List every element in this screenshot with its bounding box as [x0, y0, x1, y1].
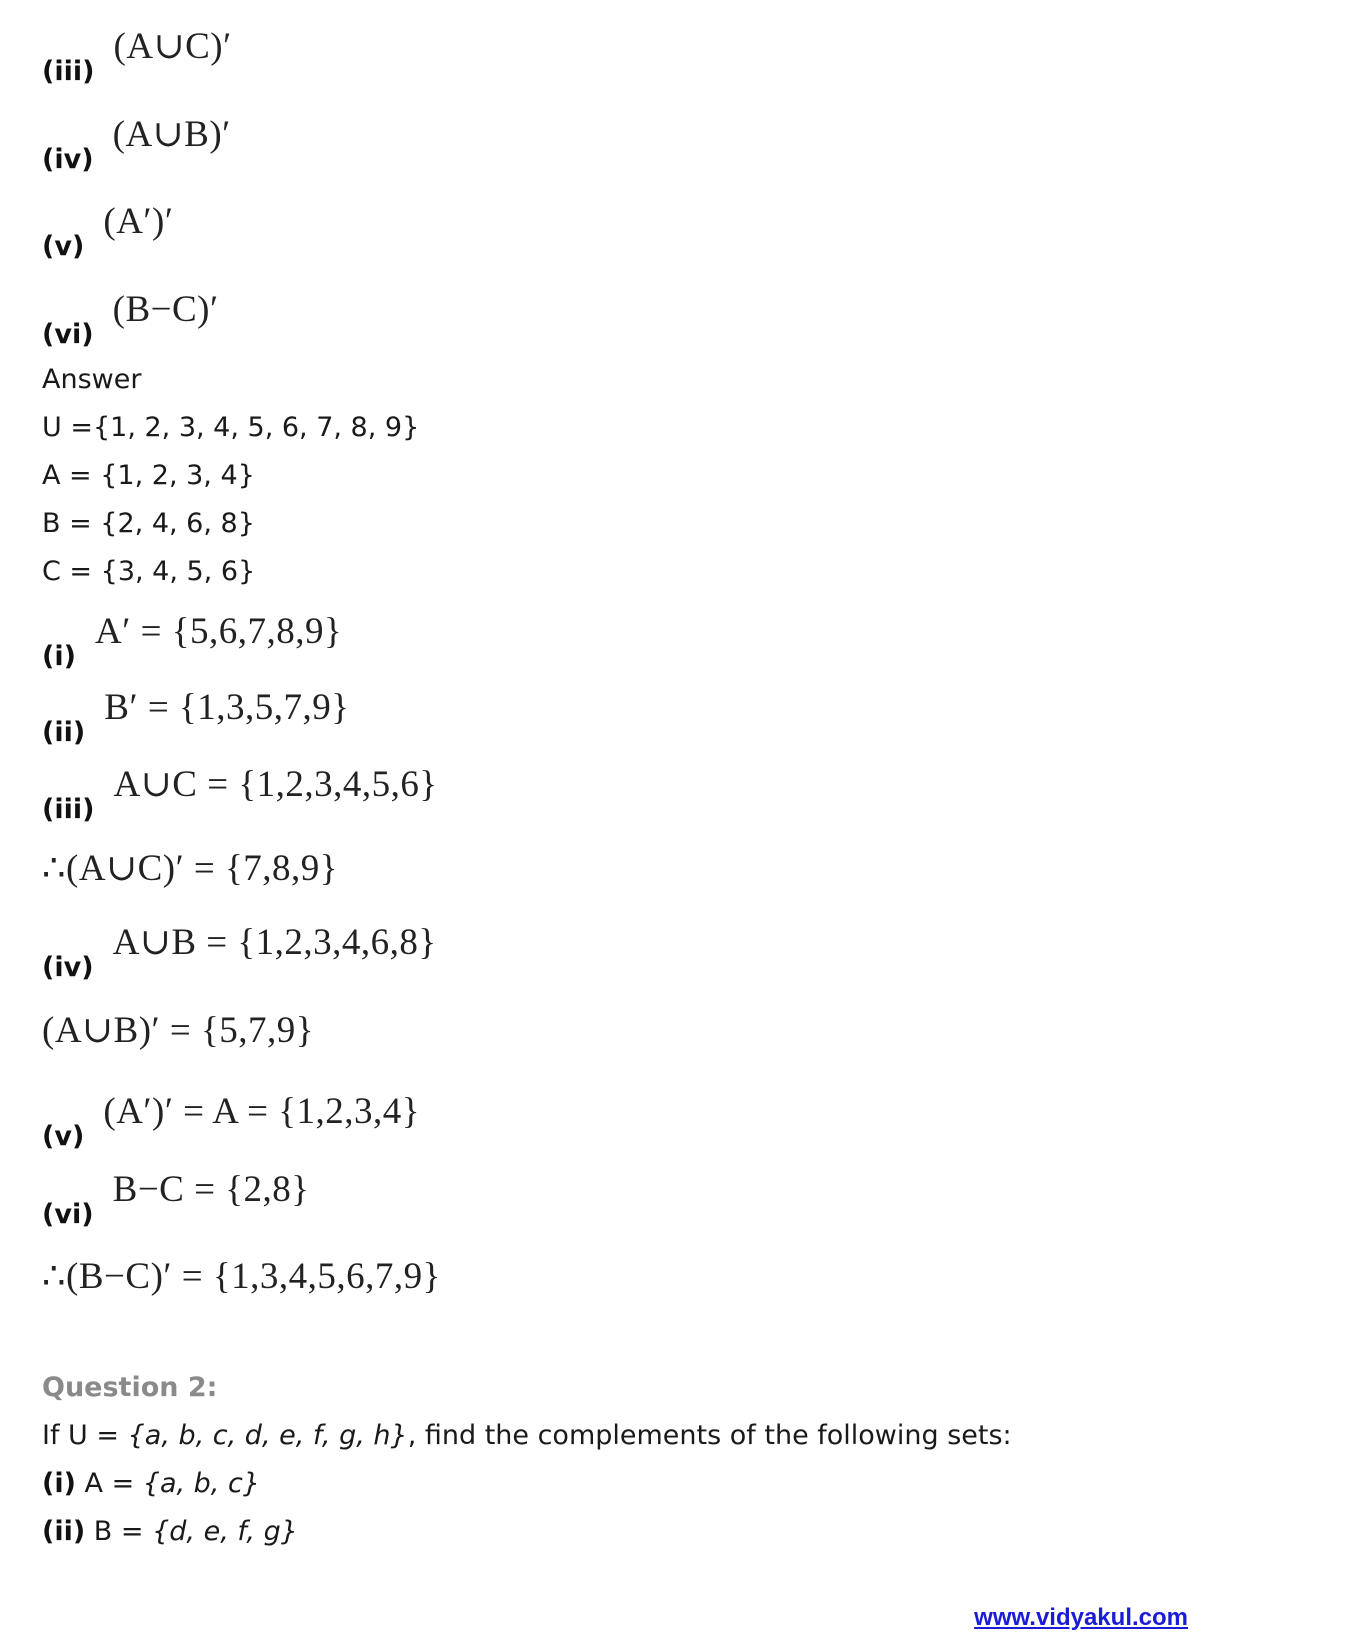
q1-part-vi [42, 288, 219, 350]
item-set: {d, e, f, g} [152, 1516, 298, 1547]
universal-set: {a, b, c, d, e, f, g, h} [127, 1420, 408, 1451]
part-label: (i) [42, 1468, 76, 1499]
answer-step-vi-result [42, 1254, 441, 1298]
question-2-item-i [42, 1468, 260, 1499]
intro-suffix: , find the complements of the following sets: [407, 1420, 1012, 1451]
part-label: (iii) [42, 794, 95, 825]
set-expression: A′ = {5,6,7,8,9} [95, 611, 343, 652]
set-u: U ={1, 2, 3, 4, 5, 6, 7, 8, 9} [42, 412, 420, 443]
answer-step-iii-result [42, 846, 338, 890]
set-expression: (B−C)′ [112, 289, 219, 330]
q1-part-v [42, 200, 173, 262]
set-b: B = {2, 4, 6, 8} [42, 508, 255, 539]
set-expression: (A′)′ [103, 201, 174, 242]
set-expression: (A′)′ = A = {1,2,3,4} [103, 1091, 421, 1132]
q1-part-iv [42, 112, 231, 175]
item-set: {a, b, c} [142, 1468, 260, 1499]
set-expression: (A∪B)′ = {5,7,9} [42, 1010, 315, 1051]
part-label: (i) [42, 641, 76, 672]
part-label: (v) [42, 231, 85, 262]
set-expression: (A∪B)′ [112, 114, 231, 155]
set-expression: A∪C = {1,2,3,4,5,6} [113, 764, 438, 805]
footer-website-link[interactable]: www.vidyakul.com [974, 1604, 1188, 1631]
question-2-heading: Question 2: [42, 1372, 218, 1403]
q1-part-iii [42, 24, 232, 87]
answer-step-vi [42, 1168, 310, 1230]
answer-step-iv [42, 920, 437, 983]
answer-heading: Answer [42, 364, 142, 395]
set-c: C = {3, 4, 5, 6} [42, 556, 256, 587]
set-a: A = {1, 2, 3, 4} [42, 460, 255, 491]
part-label: (vi) [42, 319, 94, 350]
answer-step-i [42, 610, 342, 672]
answer-step-v [42, 1090, 420, 1152]
set-expression: ∴(B−C)′ = {1,3,4,5,6,7,9} [42, 1256, 441, 1297]
part-label: (iii) [42, 56, 95, 87]
item-prefix: A = [75, 1468, 143, 1499]
set-expression: ∴(A∪C)′ = {7,8,9} [42, 848, 339, 889]
part-label: (vi) [42, 1199, 94, 1230]
answer-step-ii [42, 686, 349, 748]
part-label: (iv) [42, 144, 94, 175]
part-label: (iv) [42, 952, 94, 983]
set-expression: A∪B = {1,2,3,4,6,8} [112, 922, 437, 963]
part-label: (ii) [42, 1516, 86, 1547]
set-expression: B′ = {1,3,5,7,9} [104, 687, 350, 728]
set-expression: B−C = {2,8} [112, 1169, 310, 1210]
part-label: (ii) [42, 717, 86, 748]
item-prefix: B = [85, 1516, 153, 1547]
question-2-item-ii [42, 1516, 298, 1547]
intro-prefix: If U = [42, 1420, 128, 1451]
answer-step-iv-result [42, 1008, 314, 1052]
part-label: (v) [42, 1121, 85, 1152]
question-2-intro [42, 1420, 1012, 1451]
set-expression: (A∪C)′ [113, 26, 232, 67]
answer-step-iii [42, 762, 438, 825]
